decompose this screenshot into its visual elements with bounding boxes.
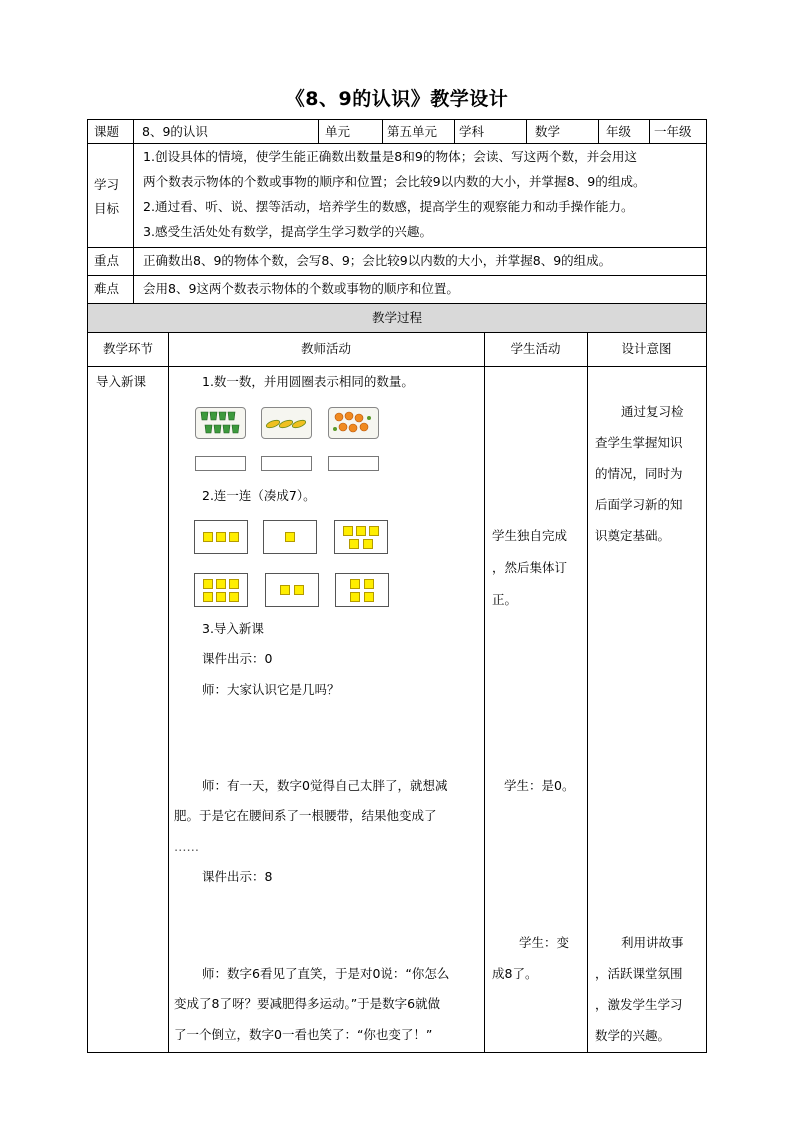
col-line — [649, 120, 650, 143]
teacher-show-8: 课件出示：8 — [202, 869, 273, 884]
answer-blank[interactable] — [195, 456, 246, 471]
col-line — [587, 332, 588, 1053]
yellow-square — [343, 526, 353, 536]
match-box[interactable] — [265, 573, 319, 607]
col-stage-header: 教学环节 — [102, 341, 153, 356]
subject-value: 数学 — [535, 124, 561, 139]
yellow-square — [280, 585, 290, 595]
teacher-story-2: 了一个倒立，数字0一看也笑了：“你也变了！” — [174, 1027, 433, 1042]
yellow-square — [203, 592, 213, 602]
objective-line: 3.感受生活处处有数学，提高学生学习数学的兴趣。 — [143, 224, 433, 239]
col-line — [526, 120, 527, 143]
row-line — [88, 332, 706, 333]
yellow-square — [285, 532, 295, 542]
col-intent-header: 设计意图 — [621, 341, 672, 356]
pepper-icon — [196, 408, 245, 438]
student-activity-2: 学生：是0。 — [504, 778, 575, 793]
yellow-square — [229, 592, 239, 602]
row-line — [88, 303, 706, 304]
objective-line: 1.创设具体的情境，使学生能正确数出数量是8和9的物体；会读、写这两个数，并会用这 — [143, 149, 638, 164]
yellow-square — [229, 532, 239, 542]
topic-value: 8、9的认识 — [142, 124, 208, 139]
col-line — [454, 120, 455, 143]
intent-1: 查学生掌握知识 — [595, 435, 683, 450]
student-activity-1: 学生独自完成 — [492, 528, 568, 543]
intent-1: 的情况，同时为 — [595, 466, 683, 481]
topic-label: 课题 — [94, 124, 120, 139]
yellow-square — [229, 579, 239, 589]
yellow-square — [203, 579, 213, 589]
objectives-label: 学习 — [94, 177, 120, 192]
subject-label: 学科 — [459, 124, 485, 139]
col-line — [382, 120, 383, 143]
grade-value: 一年级 — [654, 124, 692, 139]
grade-label: 年级 — [606, 124, 632, 139]
answer-blank[interactable] — [328, 456, 379, 471]
yellow-square — [203, 532, 213, 542]
match-box[interactable] — [263, 520, 317, 554]
intent-2: ，活跃课堂氛围 — [595, 966, 683, 981]
match-box[interactable] — [335, 573, 389, 607]
teacher-show-0: 课件出示：0 — [202, 651, 273, 666]
teacher-story-1: 肥。于是它在腰间系了一根腰带，结果他变成了 — [174, 808, 437, 823]
match-box[interactable] — [194, 520, 248, 554]
match-box[interactable] — [194, 573, 248, 607]
yellow-square — [216, 579, 226, 589]
col-student-header: 学生活动 — [510, 341, 561, 356]
intent-1: 后面学习新的知 — [595, 497, 683, 512]
row-line — [88, 275, 706, 276]
lesson-plan-table — [87, 119, 707, 1053]
intent-2: 利用讲故事 — [621, 935, 684, 950]
yellow-square — [294, 585, 304, 595]
key-points-label: 重点 — [94, 253, 120, 268]
yellow-square — [350, 592, 360, 602]
student-activity-1: 正。 — [492, 592, 518, 607]
col-line — [133, 120, 134, 143]
yellow-square — [356, 526, 366, 536]
yellow-square — [364, 579, 374, 589]
student-activity-3: 成8了。 — [492, 966, 538, 981]
student-activity-1: ，然后集体订 — [492, 560, 568, 575]
col-line — [133, 143, 134, 303]
pepper-picture — [195, 407, 246, 439]
teacher-story-1: …… — [174, 839, 199, 854]
yellow-square — [369, 526, 379, 536]
objectives-label: 目标 — [94, 201, 120, 216]
objective-line: 两个数表示物体的个数或事物的顺序和位置；会比较9以内数的大小，并掌握8、9的组成。 — [143, 174, 646, 189]
stage-label: 导入新课 — [96, 374, 147, 389]
teacher-ask: 师：大家认识它是几吗？ — [202, 682, 340, 697]
key-points-text: 正确数出8、9的物体个数，会写8、9；会比较9以内数的大小，并掌握8、9的组成。 — [143, 253, 612, 268]
yellow-square — [349, 539, 359, 549]
corn-picture — [261, 407, 312, 439]
col-line — [484, 332, 485, 1053]
col-line — [318, 120, 319, 143]
row-line — [88, 143, 706, 144]
col-teacher-header: 教师活动 — [300, 341, 351, 356]
col-line — [168, 332, 169, 1053]
teacher-q3: 3.导入新课 — [202, 621, 264, 636]
intent-1: 通过复习检 — [621, 404, 684, 419]
intent-1: 识奠定基础。 — [595, 528, 671, 543]
unit-label: 单元 — [325, 124, 351, 139]
teacher-story-2: 师：数字6看见了直笑，于是对0说：“你怎么 — [202, 966, 450, 981]
row-line — [88, 366, 706, 367]
intent-2: ，激发学生学习 — [595, 997, 683, 1012]
row-line — [88, 247, 706, 248]
process-heading: 教学过程 — [371, 310, 422, 325]
col-line — [598, 120, 599, 143]
student-activity-3: 学生：变 — [519, 935, 570, 950]
difficulties-label: 难点 — [94, 281, 120, 296]
unit-value: 第五单元 — [387, 124, 438, 139]
teacher-q2: 2.连一连（凑成7）。 — [202, 488, 316, 503]
yellow-square — [364, 592, 374, 602]
flower-picture — [328, 407, 379, 439]
corn-icon — [262, 408, 311, 438]
yellow-square — [363, 539, 373, 549]
teacher-story-2: 变成了8了呀？要减肥得多运动。”于是数字6就做 — [174, 996, 441, 1011]
yellow-square — [216, 592, 226, 602]
yellow-square — [350, 579, 360, 589]
page-title: 《8、9的认识》教学设计 — [285, 88, 509, 110]
objective-line: 2.通过看、听、说、摆等活动，培养学生的数感，提高学生的观察能力和动手操作能力。 — [143, 199, 634, 214]
difficulties-text: 会用8、9这两个数表示物体的个数或事物的顺序和位置。 — [143, 281, 459, 296]
flower-icon — [329, 408, 378, 438]
answer-blank[interactable] — [261, 456, 312, 471]
match-box[interactable] — [334, 520, 388, 554]
teacher-q1: 1.数一数，并用圆圈表示相同的数量。 — [202, 374, 414, 389]
yellow-square — [216, 532, 226, 542]
intent-2: 数学的兴趣。 — [595, 1028, 671, 1043]
teacher-story-1: 师：有一天，数字0觉得自己太胖了，就想减 — [202, 778, 448, 793]
